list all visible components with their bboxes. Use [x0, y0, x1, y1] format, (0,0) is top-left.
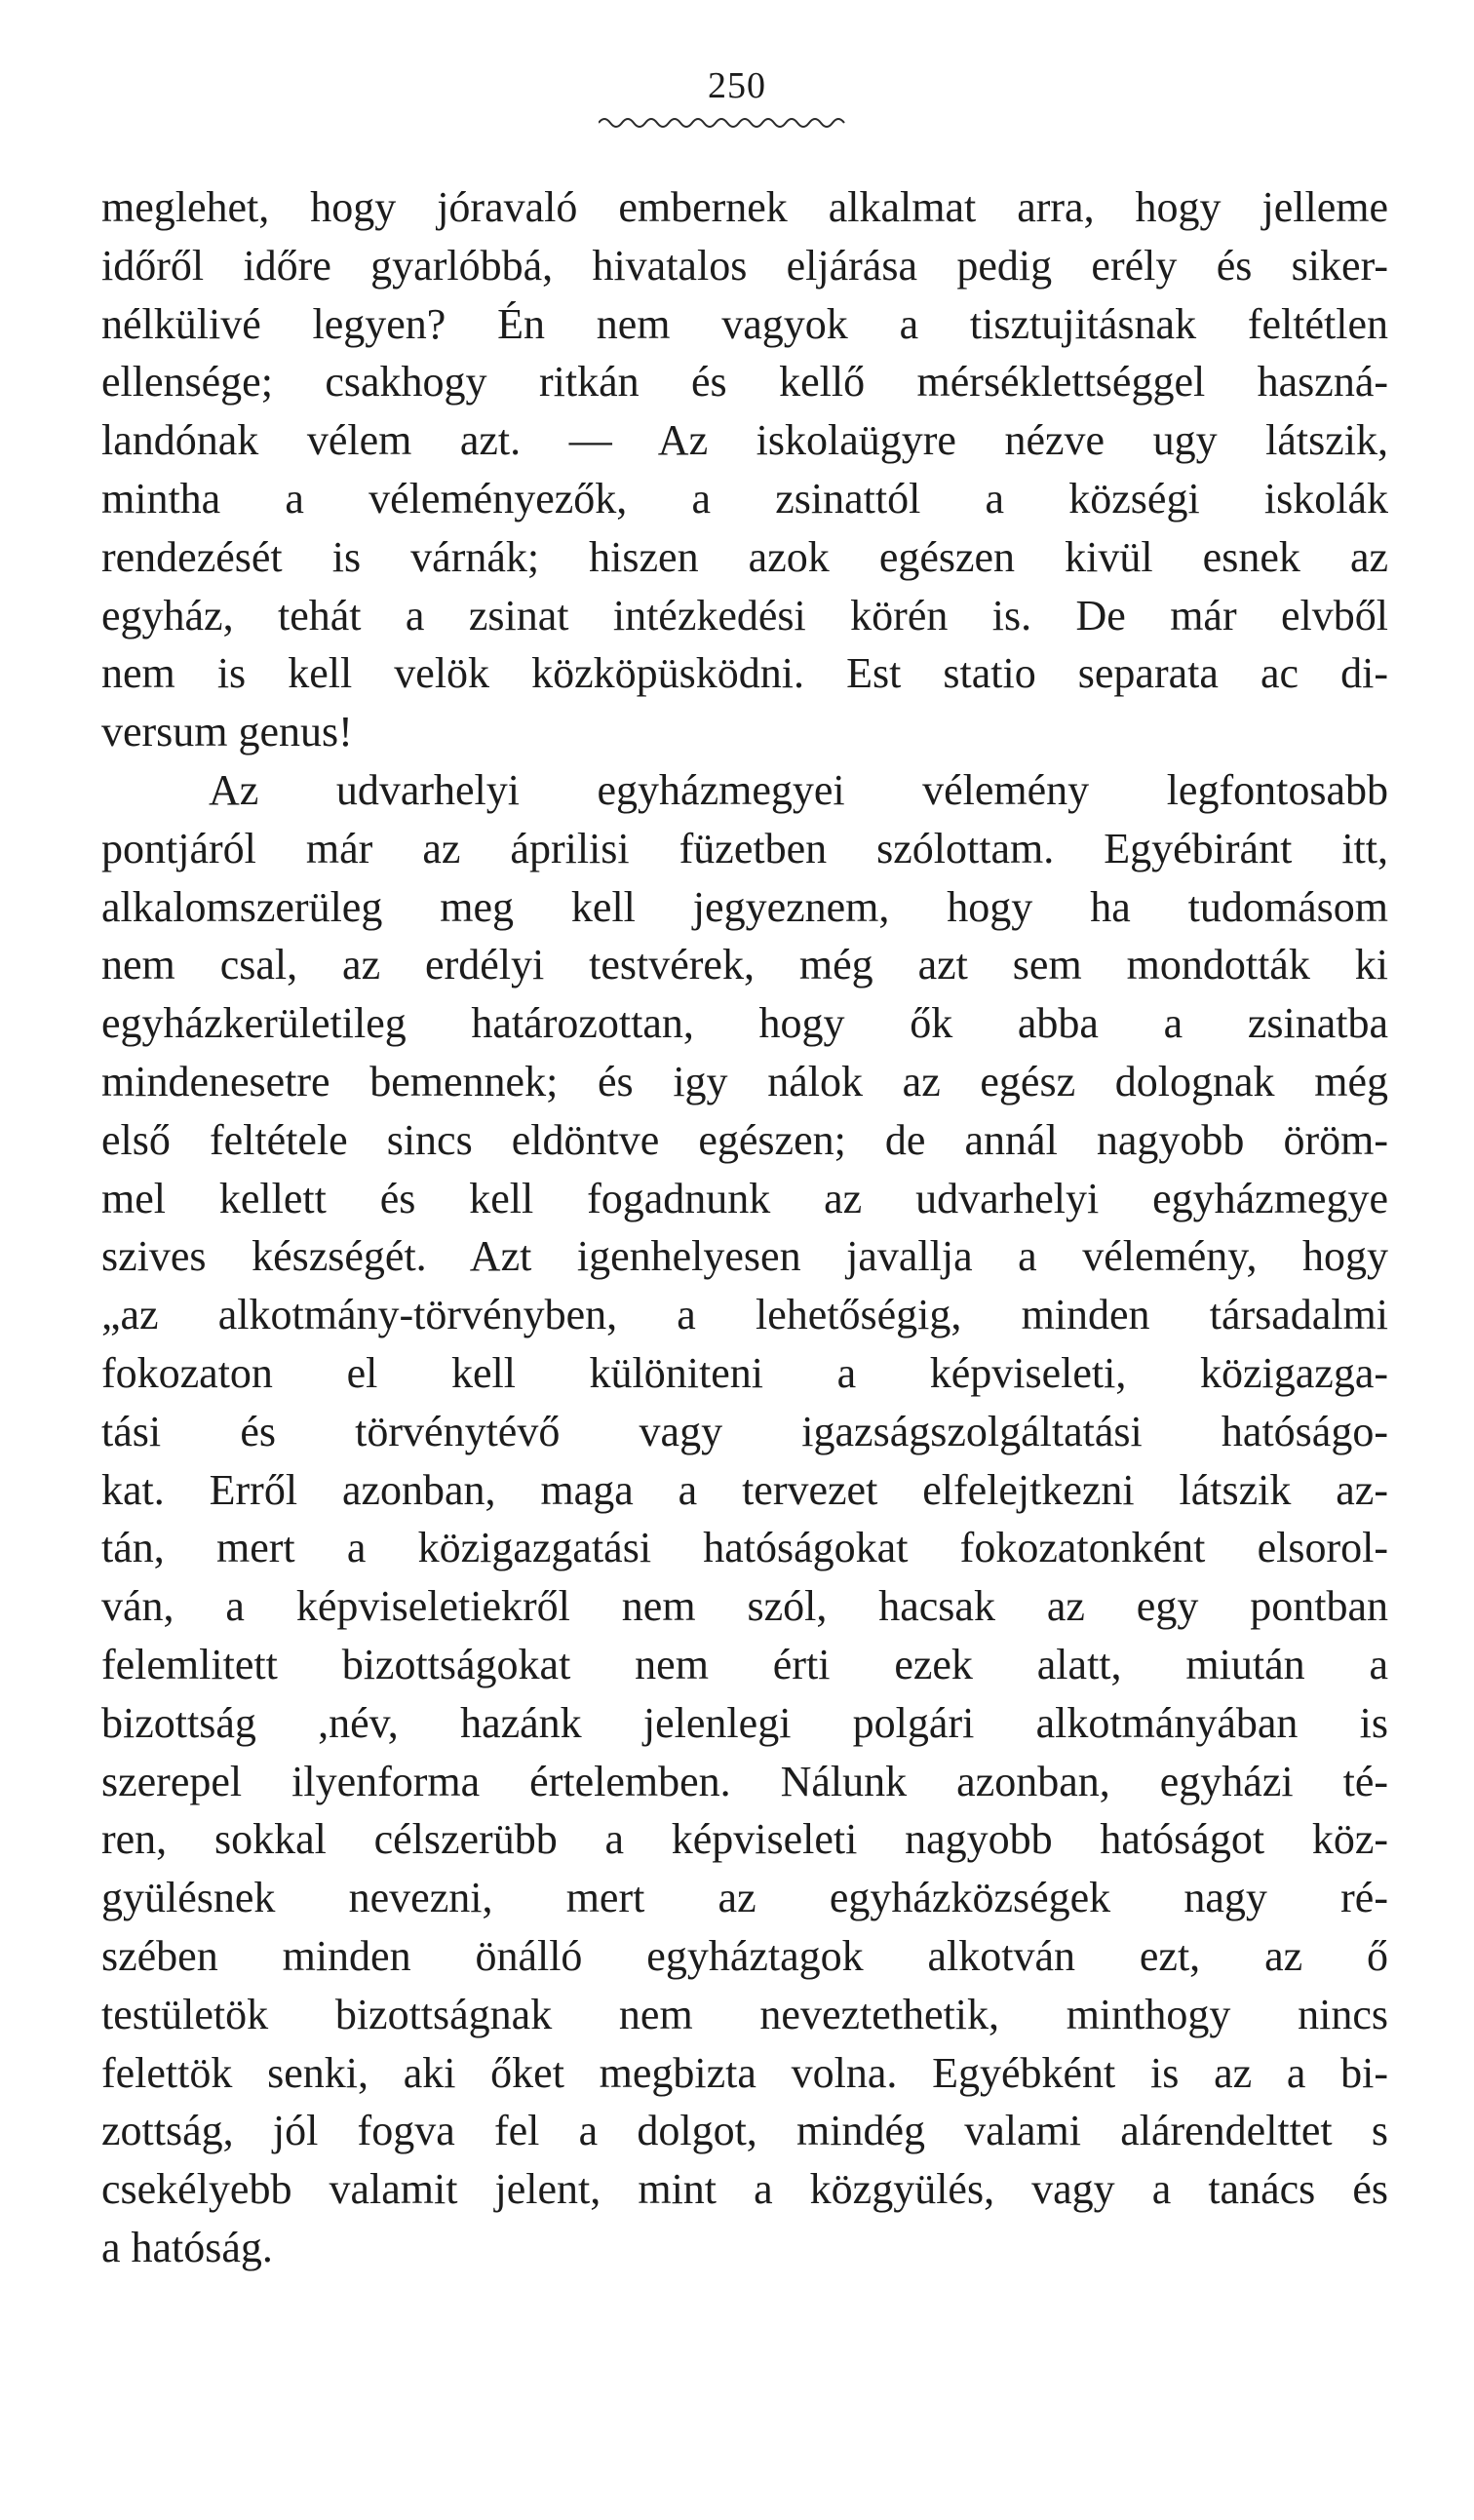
paragraph-end-line: versum genus! [101, 708, 353, 756]
text-line: nem is kell velök közköpüsködni. Est statio separata ac di- [101, 649, 1388, 698]
text-line: „az alkotmány-törvényben, a lehetőségig, minden társadalmi [101, 1291, 1388, 1339]
text-line: nem csal, az erdélyi testvérek, még azt sem mondották ki [101, 941, 1388, 989]
paragraph-end-line: a hatóság. [101, 2223, 273, 2271]
text-line: mindenesetre bemennek; és igy nálok az egész dolognak még [101, 1057, 1388, 1105]
text-line: felemlitett bizottságokat nem érti ezek alatt, miután a [101, 1640, 1388, 1688]
text-line: felettök senki, aki őket megbizta volna. Egyébként is az a bi- [101, 2048, 1388, 2097]
text-line: fokozaton el kell különiteni a képviseleti, közigazga- [101, 1348, 1388, 1397]
text-line: ellensége; csakhogy ritkán és kellő mérséklettséggel haszná- [101, 358, 1388, 407]
text-line: ván, a képviseletiekről nem szól, hacsak az egy pontban [101, 1582, 1388, 1631]
text-line: egyházkerületileg határozottan, hogy ők abba a zsinatba [101, 999, 1388, 1048]
text-line: bizottság ,név, hazánk jelenlegi polgári alkotmányában is [101, 1698, 1388, 1747]
text-line: ren, sokkal célszerübb a képviseleti nagyobb hatóságot köz- [101, 1815, 1388, 1864]
text-line: csekélyebb valamit jelent, mint a közgyülés, vagy a tanács és [101, 2165, 1388, 2214]
text-line: nélkülivé legyen? Én nem vagyok a tisztujitásnak feltétlen [101, 299, 1388, 348]
text-line: tán, mert a közigazgatási hatóságokat fokozatonként elsorol- [101, 1524, 1388, 1572]
text-line: rendezését is várnák; hiszen azok egészen kivül esnek az [101, 532, 1388, 581]
page-number-ornament [599, 115, 850, 131]
paragraph-first-line: Az udvarhelyi egyházmegyei vélemény legfontosabb [209, 765, 1388, 814]
text-line: első feltétele sincs eldöntve egészen; de annál nagyobb öröm- [101, 1115, 1388, 1164]
text-line: mel kellett és kell fogadnunk az udvarhelyi egyházmegye [101, 1174, 1388, 1222]
text-line: tási és törvénytévő vagy igazságszolgáltatási hatóságo- [101, 1407, 1388, 1455]
text-line: egyház, tehát a zsinat intézkedési körén is. De már elvből [101, 591, 1388, 640]
text-line: landónak vélem azt. — Az iskolaügyre nézve ugy látszik, [101, 416, 1388, 465]
body-text [101, 178, 1388, 2277]
text-line: kat. Erről azonban, maga a tervezet elfelejtkezni látszik az- [101, 1465, 1388, 1514]
text-line: pontjáról már az áprilisi füzetben szólottam. Egyébiránt itt, [101, 824, 1388, 872]
page-number: 250 [708, 65, 766, 106]
text-line: zottság, jól fogva fel a dolgot, mindég valami alárendelttet s [101, 2107, 1388, 2155]
text-line: időről időre gyarlóbbá, hivatalos eljárása pedig erély és siker- [101, 241, 1388, 290]
text-line: meglehet, hogy jóravaló embernek alkalmat arra, hogy jelleme [101, 183, 1388, 231]
text-line: testületök bizottságnak nem neveztethetik, minthogy nincs [101, 1990, 1388, 2038]
text-line: szerepel ilyenforma értelemben. Nálunk azonban, egyházi té- [101, 1757, 1388, 1805]
text-line: alkalomszerüleg meg kell jegyeznem, hogy ha tudomásom [101, 882, 1388, 931]
text-line: mintha a véleményezők, a zsinattól a községi iskolák [101, 474, 1388, 523]
text-line: szében minden önálló egyháztagok alkotván ezt, az ő [101, 1931, 1388, 1980]
text-line: szives készségét. Azt igenhelyesen javallja a vélemény, hogy [101, 1232, 1388, 1281]
text-line: gyülésnek nevezni, mert az egyházközségek nagy ré- [101, 1874, 1388, 1922]
